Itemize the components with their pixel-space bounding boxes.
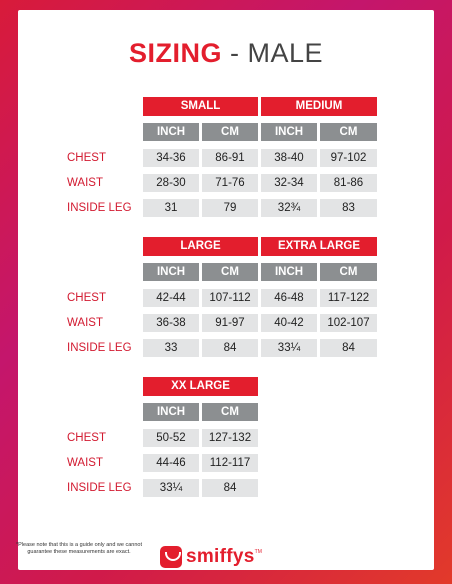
logo-text: smiffys	[186, 546, 255, 567]
table-cell: 127-132	[202, 429, 258, 447]
table-cell: 33¼	[261, 339, 317, 357]
table-cell: 84	[320, 339, 377, 357]
table-cell: 71-76	[202, 174, 258, 192]
row-label-inside-leg: INSIDE LEG	[67, 482, 132, 494]
size-header-extra-large: EXTRA LARGE	[261, 237, 377, 256]
size-header-medium: MEDIUM	[261, 97, 377, 116]
table-cell: 36-38	[143, 314, 199, 332]
table-cell: 117-122	[320, 289, 377, 307]
table-cell: 84	[202, 479, 258, 497]
table-cell: 42-44	[143, 289, 199, 307]
unit-header-cm: CM	[320, 263, 377, 281]
table-cell: 81-86	[320, 174, 377, 192]
unit-header-inch: INCH	[261, 263, 317, 281]
table-cell: 97-102	[320, 149, 377, 167]
row-label-waist: WAIST	[67, 317, 103, 329]
size-header-large: LARGE	[143, 237, 258, 256]
sizing-card	[18, 10, 434, 570]
unit-header-inch: INCH	[143, 123, 199, 141]
size-header-small: SMALL	[143, 97, 258, 116]
table-cell: 33	[143, 339, 199, 357]
table-cell: 40-42	[261, 314, 317, 332]
unit-header-inch: INCH	[143, 263, 199, 281]
page-title	[18, 38, 434, 69]
table-cell: 31	[143, 199, 199, 217]
unit-header-cm: CM	[202, 403, 258, 421]
table-cell: 28-30	[143, 174, 199, 192]
table-cell: 79	[202, 199, 258, 217]
table-cell: 83	[320, 199, 377, 217]
table-cell: 112-117	[202, 454, 258, 472]
unit-header-inch: INCH	[143, 403, 199, 421]
smile-logo-icon	[160, 546, 182, 568]
row-label-chest: CHEST	[67, 432, 106, 444]
row-label-inside-leg: INSIDE LEG	[67, 202, 132, 214]
table-cell: 32-34	[261, 174, 317, 192]
row-label-inside-leg: INSIDE LEG	[67, 342, 132, 354]
table-cell: 34-36	[143, 149, 199, 167]
table-cell: 102-107	[320, 314, 377, 332]
table-cell: 86-91	[202, 149, 258, 167]
logo-trademark: TM	[254, 549, 262, 555]
title-rest: - MALE	[221, 38, 324, 68]
row-label-chest: CHEST	[67, 152, 106, 164]
row-label-waist: WAIST	[67, 177, 103, 189]
disclaimer-note: *Please note that this is a guide only and we cannot guarantee these measurements are exact.	[16, 542, 142, 555]
unit-header-cm: CM	[202, 123, 258, 141]
unit-header-inch: INCH	[261, 123, 317, 141]
table-cell: 32¾	[261, 199, 317, 217]
table-cell: 46-48	[261, 289, 317, 307]
size-header-xx-large: XX LARGE	[143, 377, 258, 396]
table-cell: 84	[202, 339, 258, 357]
unit-header-cm: CM	[202, 263, 258, 281]
row-label-waist: WAIST	[67, 457, 103, 469]
table-cell: 107-112	[202, 289, 258, 307]
table-cell: 50-52	[143, 429, 199, 447]
table-cell: 33¼	[143, 479, 199, 497]
table-cell: 44-46	[143, 454, 199, 472]
unit-header-cm: CM	[320, 123, 377, 141]
brand-logo	[160, 545, 262, 569]
row-label-chest: CHEST	[67, 292, 106, 304]
title-bold: SIZING	[128, 38, 222, 68]
table-cell: 91-97	[202, 314, 258, 332]
table-cell: 38-40	[261, 149, 317, 167]
